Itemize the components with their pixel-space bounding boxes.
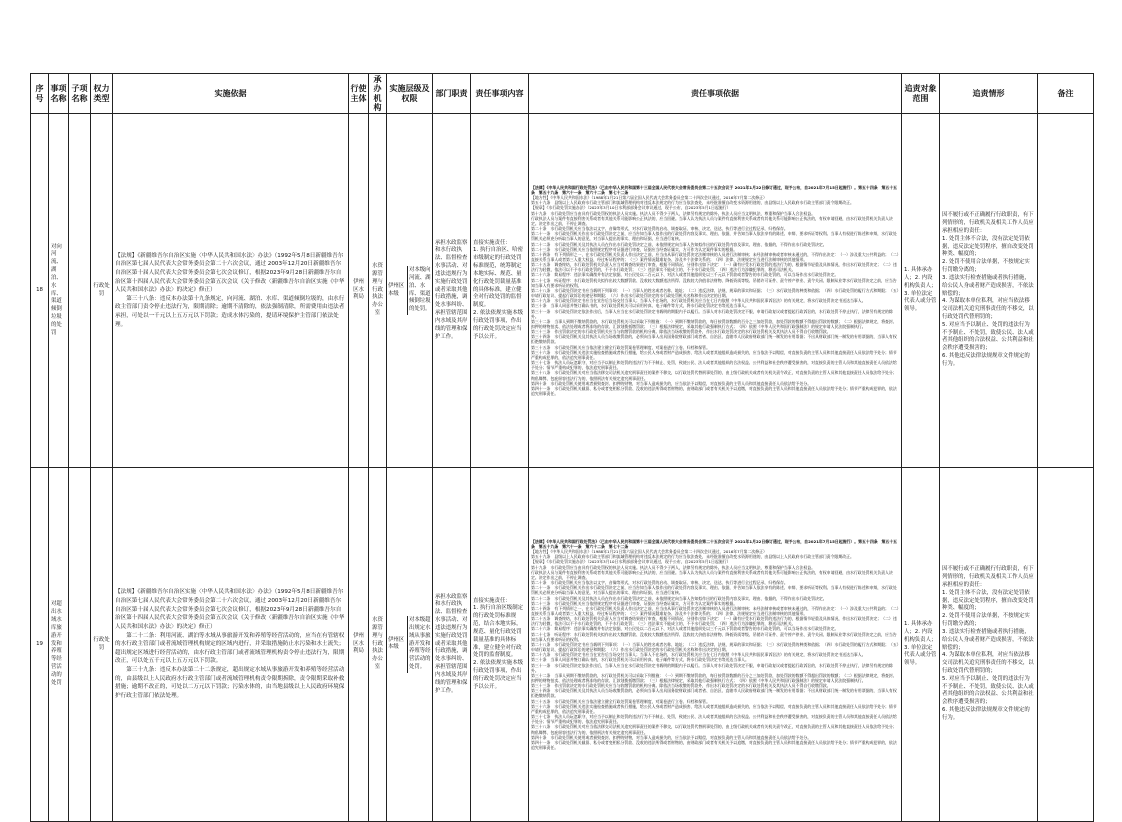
basis-detail-line: 第二十六条 简易程序：违法事实确凿并有法定依据，对公民处以二百元以下、对法人或者其他组织处以三千元以下罚款或者警告的水行政处罚的，可以当场作出水行政处罚决定。: [531, 272, 839, 278]
cell-sub: [69, 114, 91, 468]
basis-detail-line: 第二十七条 听证程序：水行政处罚机关拟作出较大数额罚款、没收较大数额违法所得、没收较大价值非法财物、降低资质等级、吊销许可证件、责令停产停业、责令关闭、限制从业等水行政处罚决定之前，应当告知当事人有要求听证的权利。: [531, 631, 897, 642]
case-line: 因不履行或不正确履行行政职责，有下列情形的，行政机关及相关工作人员应承担相应的责任：: [942, 566, 1034, 588]
header-basis: 实施依据: [113, 74, 349, 114]
basis-detail-line: 行政执法人员与案件有直接利害关系或者有其他关系可能影响公正执法的，应当回避。当事人认为执法人员与案件有直接利害关系或者有其他关系可能影响公正执法的，有权申请回避，由水行政处罚机关负责人决定。决定作出之前，不停止调查。: [531, 215, 893, 226]
basis-detail-line: 第三十七条 执法人员玩忽职守，对应当予以制止和处罚的违法行为不予制止、处罚，致使公民、法人或者其他组织的合法权益、公共利益和社会秩序遭受损害的，对直接负责的主管人员和其他直接责任人员依法给予处分；情节严重构成犯罪的，依法追究刑事责任。: [531, 714, 897, 725]
basis-detail-line: 第三十条 当事人同意并签订确认书的，水行政处罚机关可以采用传真、电子邮件等方式，将水行政处罚决定书等送达当事人。: [531, 657, 749, 663]
basis-detail-line: 第二十二条 水行政处罚机关及其执法人员在作出水行政处罚决定之前，未依照规定向当事人告知拟作出的行政处罚内容及事实、理由、依据的，不得作出水行政处罚决定。: [531, 595, 827, 601]
cell-duty: 承担水政监察和水行政执法、监督检查水事活动、对违法违规行为实施行政处罚或者采取其他行政措施，调处水事纠纷、承担管辖范围内水域及其岸线的管理和保护工作。: [433, 114, 471, 468]
cell-content: [471, 468, 529, 822]
basis-detail-line: 第二十条 水行政处罚机关应当依法以文字、音像等形式，对水行政处罚的启动、调查取证、审核、决定、送达、执行等进行全过程记录，归档保存。: [531, 226, 788, 232]
cell-subject: 伊州区水利局: [349, 468, 369, 822]
header-remark: 备注: [1038, 74, 1094, 114]
basis-detail-line: 第二十一条 水行政处罚机关作出水行政处罚决定之前，应当告知当事人拟作出的行政处罚内容及事实、理由、依据，并告知当事人依法享有的陈述、申辩、要求听证等权利。当事人有权进行陈述和申辩，水行政处罚机关必须充分听取当事人的意见，对当事人提出的事实、理由和证据，应当进行复核。: [531, 585, 897, 596]
basis-detail-line: 第三十一条 水行政处罚决定依法作出后，当事人应当在水行政处罚决定书载明的期限内予以履行。当事人对水行政处罚决定不服，申请行政复议或者提起行政诉讼的，水行政处罚不停止执行，法律另有规定的除外。: [531, 308, 893, 319]
basis-detail-line: 第二十二条 水行政处罚机关及其执法人员在作出水行政处罚决定之前，未依照规定向当事人告知拟作出的行政处罚内容及事实、理由、依据的，不得作出水行政处罚决定。: [531, 241, 827, 247]
basis-detail-line: 第三十三条 作出罚款决定的水行政处罚机关应当与收缴罚款的机构分离。除依法当场收缴的罚款外，作出水行政处罚决定的水行政处罚机关及其执法人员不得自行收缴罚款。: [531, 683, 831, 689]
basis-detail-line: 第二十八条 水行政处罚决定书应当载明下列事项：（一）当事人的姓名或者名称、地址；（二）违反法律、法规、规章的事实和证据；（三）水行政处罚的种类和依据；（四）水行政处罚的履行方式和期限；（五）申请行政复议、提起行政诉讼的途径和期限；（六）作出水行政处罚决定的水行政处罚机关名称和作出决定的日期。: [531, 287, 899, 299]
basis-detail-line: 第四十一条 水行政处罚机关截留、私分或者变相私分罚款、没收的违法所得或者财物的，由财政部门或者有关机关予以追缴，对直接负责的主管人员和其他直接责任人员依法给予处分；情节严重构成犯罪的，依法追究刑事责任。: [531, 385, 897, 397]
basis-detail-line: 第三十七条 执法人员玩忽职守，对应当予以制止和处罚的违法行为不予制止、处罚，致使公民、法人或者其他组织的合法权益、公共利益和社会秩序遭受损害的，对直接负责的主管人员和其他直接责任人员依法给予处分；情节严重构成犯罪的，依法追究刑事责任。: [531, 360, 897, 371]
basis-detail-line: 第二十五条 调查终结，水行政处罚机关负责人应当对调查结果进行审查，根据不同情况，分别作出如下决定：（一）确有应受水行政处罚的违法行为的，根据情节轻重及具体情况，作出水行政处罚决定；（二）违法行为轻微，依法可以不予水行政处罚的，不予水行政处罚；（三）违法事实不能成立的，不予水行政处罚；（四）违法行为涉嫌犯罪的，移送司法机关。: [531, 262, 897, 273]
basis-detail-line: 第三十二条 当事人到期不缴纳罚款的，水行政处罚机关可以采取下列措施：（一）到期不缴纳罚款的，每日按罚款数额的百分之三加处罚款，加处罚款的数额不得超出罚款的数额；（二）根据法律规定，将查封、扣押的财物拍卖、依法处理或者将冻结的存款、汇款划拨抵缴罚款；（三）根据法律规定，采取其他行政强制执行方式；（四）依照《中华人民共和国行政强制法》的规定申请人民法院强制执行。: [531, 672, 897, 684]
cell-level: [387, 114, 433, 468]
cell-no: 18: [31, 114, 49, 468]
cell-no: 19: [31, 468, 49, 822]
cell-name: 对超出水域水库旅游开发和养殖等经营活动的处罚: [49, 468, 69, 822]
cell-sub: [69, 468, 91, 822]
basis-detail-line: 第三十条 当事人同意并签订确认书的，水行政处罚机关可以采用传真、电子邮件等方式，将水行政处罚决定书等送达当事人。: [531, 303, 749, 309]
basis-detail-line: 【法律】《中华人民共和国行政处罚法》（已由中华人民共和国第十三届全国人民代表大会常务委员会第二十五次会议于 2021年1月22日修订通过，现予公布，自2021年7月15日起施行）。第五十四条 第五十五条 第五十九条 第六十一条 第六十二条 第七十二条: [531, 184, 898, 195]
cell-basis: [113, 468, 349, 822]
header-sub: 子项名称: [69, 74, 91, 114]
cell-type: 行政处罚: [91, 468, 113, 822]
header-row: [31, 74, 1094, 114]
case-line: 2. 处罚不使用合法单据，不按规定实行罚缴分离的；: [942, 259, 1030, 274]
basis-detail-line: 第二十四条 有下列情形之一，在水行政处罚机关负责人作出决定之前，应当由从事行政处罚决定法制审核的人员进行法制审核；未经法制审核或者审核未通过的，不得作出决定：（一）涉及重大公共利益的；（二）直接关系当事人或者第三人重大权益，经过听证程序的；（三）案件情况疑难复杂、涉及多个法律关系的；（四）法律、法规规定应当进行法制审核的其他情形。: [531, 605, 899, 616]
level-name: 伊州区本级: [387, 616, 408, 673]
content-line: 直接实施责任：: [473, 597, 511, 604]
header-cases: 追责情形: [940, 74, 1038, 114]
cell-remark: [1038, 468, 1094, 822]
cell-targets: 1. 具体承办人；2. 内设机构负责人；3. 单位法定代表人或分管领导。: [902, 114, 940, 468]
case-line: 3. 违法实行检查措施或者执行措施，给公民人身或者财产造成损害，不依法赔偿的；: [942, 274, 1034, 297]
basis-detail-line: 第三十三条 作出罚款决定的水行政处罚机关应当与收缴罚款的机构分离。除依法当场收缴的罚款外，作出水行政处罚决定的水行政处罚机关及其执法人员不得自行收缴罚款。: [531, 329, 831, 335]
content-line: 1. 执行自治区、哈密市级制定的行政处罚标准规范，统筹制定本地实际、规范、量化行政处罚裁量基准的具体标准，建立健全对行政处罚的监督制度。: [473, 247, 523, 309]
basis-detail-line: 第三十四条 水行政处罚机关及其执法人员当场收缴罚款的，必须向当事人出具国务院财政部门或者省、自治区、直辖市人民政府财政部门统一制发的专用票据；不出具财政部门统一制发的专用票据的，当事人有权拒绝缴纳罚款。: [531, 334, 897, 345]
header-org: 承办机构: [369, 74, 387, 114]
cell-cases: [940, 468, 1038, 822]
cell-level: [387, 468, 433, 822]
cell-remark: [1038, 114, 1094, 468]
header-content-basis: 责任事项依据: [529, 74, 902, 114]
basis-detail-line: 第二十九条 水行政处罚决定书应当在宣告后当场交付当事人；当事人不在场的，水行政处罚机关应当在七日内依照《中华人民共和国民事诉讼法》的有关规定，将水行政处罚决定书送达当事人。: [531, 652, 866, 658]
header-content: 责任事项内容: [471, 74, 529, 114]
level-name: 伊州区本级: [387, 266, 408, 315]
case-line: 5. 对应当予以制止、处罚的违法行为不予制止、不处罚，致使公民、法人或者其他组织的合法权益、公共利益和社会秩序遭受损害的；: [942, 675, 1034, 706]
cell-content: [471, 114, 529, 468]
cell-content-basis: [529, 468, 902, 822]
basis-detail-line: 第二十三条 水行政处罚机关应当依照规定程序对证据进行审查，证据应当经查证属实，方可作为认定案件事实的根据。: [531, 600, 738, 606]
content-line: 1. 执行自治区级制定的行政处罚标准规范，结合本地实际，规范、量化行政处罚裁量基准的具体标准，建立健全对行政处罚的监督制度。: [473, 605, 523, 659]
basis-detail-line: 【地方性】《中华人民共和国水法》（1988年1月21日第六届全国人民代表大会常务委员会第二十四次会议通过，2016年7月第二次修正）: [531, 195, 767, 201]
basis-detail-line: 第二十一条 水行政处罚机关作出水行政处罚决定之前，应当告知当事人拟作出的行政处罚内容及事实、理由、依据，并告知当事人依法享有的陈述、申辩、要求听证等权利。当事人有权进行陈述和申辩，水行政处罚机关必须充分听取当事人的意见，对当事人提出的事实、理由和证据，应当进行复核。: [531, 231, 897, 242]
header-name: 事项名称: [49, 74, 69, 114]
case-line: 1. 处罚主体不合法，没有法定处罚依据，违反法定处罚程序，擅自改变处罚种类、幅度的；: [942, 235, 1034, 258]
cell-content-basis: [529, 114, 902, 468]
header-targets: 追责对象范围: [902, 74, 940, 114]
header-duty: 部门职责: [433, 74, 471, 114]
basis-detail-line: 第三十一条 水行政处罚决定依法作出后，当事人应当在水行政处罚决定书载明的期限内予以履行。当事人对水行政处罚决定不服，申请行政复议或者提起行政诉讼的，水行政处罚不停止执行，法律另有规定的除外。: [531, 662, 893, 673]
cell-targets: 1. 具体承办人；2. 内设机构负责人；3. 单位法定代表人或分管领导。: [902, 468, 940, 822]
basis-detail-line: 第二十条 水行政处罚机关应当依法以文字、音像等形式，对水行政处罚的启动、调查取证、审核、决定、送达、执行等进行全过程记录，归档保存。: [531, 580, 788, 586]
basis-detail-line: 第四十条 水行政处罚机关使用或者损毁查封、扣押的财物，对当事人造成损失的，应当依法予以赔偿，对直接负责的主管人员和其他直接责任人员依法给予处分。: [531, 380, 812, 386]
case-line: 6. 其他违反法律法规规章文件规定的行为。: [942, 707, 1030, 721]
cell-org: 水资源管理与行政执法办公室: [369, 114, 387, 468]
basis-para: 第三十八条：违反本办法第十九条规定，向河流、湖泊、水库、渠道倾倒垃圾的，由水行政主管部门责令停止违法行为，限期清除；逾期不清除的，依法强制清除，所需费用由违法者承担，可处以一千元以上五万元以下罚款；造成水体污染的，提请环境保护主管部门依法处理。: [115, 295, 345, 328]
basis-detail-line: 第十九条 水行政处罚应当由具有行政处罚权的执法人员实施。执法人员不得少于两人，法律另有规定的除外。执法人员应当文明执法，尊重和保护当事人合法权益。: [531, 564, 816, 570]
header-no: 序号: [31, 74, 49, 114]
case-line: 2. 处罚不使用合法单据，不按规定实行罚缴分离的；: [942, 613, 1030, 628]
basis-detail-line: 第二十五条 调查终结，水行政处罚机关负责人应当对调查结果进行审查，根据不同情况，分别作出如下决定：（一）确有应受水行政处罚的违法行为的，根据情节轻重及具体情况，作出水行政处罚决定；（二）违法行为轻微，依法可以不予水行政处罚的，不予水行政处罚；（三）违法事实不能成立的，不予水行政处罚；（四）违法行为涉嫌犯罪的，移送司法机关。: [531, 616, 897, 627]
header-type: 权力类型: [91, 74, 113, 114]
basis-detail-line: 第二十八条 水行政处罚决定书应当载明下列事项：（一）当事人的姓名或者名称、地址；（二）违反法律、法规、规章的事实和证据；（三）水行政处罚的种类和依据；（四）水行政处罚的履行方式和期限；（五）申请行政复议、提起行政诉讼的途径和期限；（六）作出水行政处罚决定的水行政处罚机关名称和作出决定的日期。: [531, 641, 899, 653]
case-line: 1. 处罚主体不合法，没有法定处罚依据，违反法定处罚程序，擅自改变处罚种类、幅度的；: [942, 589, 1034, 612]
case-line: 因不履行或不正确履行行政职责，有下列情形的，行政机关及相关工作人员应承担相应的责任：: [942, 212, 1034, 234]
basis-detail-line: 第二十六条 简易程序：违法事实确凿并有法定依据，对公民处以二百元以下、对法人或者其他组织处以三千元以下罚款或者警告的水行政处罚的，可以当场作出水行政处罚决定。: [531, 626, 839, 632]
basis-detail-line: 第三十八条 水行政处罚机关对应当依法移交司法机关追究刑事责任的案件不移交，以行政处罚代替刑事处罚的，由上级行政机关或者有关机关责令改正，对直接负责的主管人员和其他直接责任人员依法给予处分；徇私舞弊、包庇纵容违法行为的，依照刑法有关规定追究刑事责任。: [531, 724, 897, 735]
header-subject: 行使主体: [349, 74, 369, 114]
responsibility-table: [30, 73, 1094, 822]
basis-detail-line: 第五十九条 县级以上人民政府水行政主管部门和流域管理机构对违反本法规定的行为应当依法查处，未经批准擅自改变水资源用途的，由县级以上人民政府水行政主管部门责令限期改正。: [531, 200, 854, 206]
basis-para: 【法规】《新疆维吾尔自治区实施〈中华人民共和国水法〉办法》（1992年5月8日新疆维吾尔自治区第七届人民代表大会常务委员会第二十六次会议，通过 2003年12月20日新疆维吾尔自治区第十届人民代表大会常务委员会第七次会议修订，根据2023年9月28日新疆维吾尔自治区第十四届人民代表大会常务委员会第五次会议《关于修改〈新疆维吾尔自治区实施《中华人民共和国水法》办法〉的决定》修正）: [115, 589, 345, 630]
basis-detail-line: 第二十九条 水行政处罚决定书应当在宣告后当场交付当事人；当事人不在场的，水行政处罚机关应当在七日内依照《中华人民共和国民事诉讼法》的有关规定，将水行政处罚决定书送达当事人。: [531, 298, 866, 304]
cell-basis: [113, 114, 349, 468]
case-line: 4. 为谋取本单位私利，对应当依法移交司法机关追究刑事责任的不移交，以行政处罚代替刑罚的；: [942, 298, 1034, 320]
basis-detail-line: 第三十四条 水行政处罚机关及其执法人员当场收缴罚款的，必须向当事人出具国务院财政部门或者省、自治区、直辖市人民政府财政部门统一制发的专用票据；不出具财政部门统一制发的专用票据的，当事人有权拒绝缴纳罚款。: [531, 688, 897, 699]
basis-detail-line: 第二十三条 水行政处罚机关应当依照规定程序对证据进行审查，证据应当经查证属实，方可作为认定案件事实的根据。: [531, 246, 738, 252]
basis-detail-line: 第三十二条 当事人到期不缴纳罚款的，水行政处罚机关可以采取下列措施：（一）到期不缴纳罚款的，每日按罚款数额的百分之三加处罚款，加处罚款的数额不得超出罚款的数额；（二）根据法律规定，将查封、扣押的财物拍卖、依法处理或者将冻结的存款、汇款划拨抵缴罚款；（三）根据法律规定，采取其他行政强制执行方式；（四）依照《中华人民共和国行政强制法》的规定申请人民法院强制执行。: [531, 318, 897, 330]
basis-detail-line: 第四十条 水行政处罚机关使用或者损毁查封、扣押的财物，对当事人造成损失的，应当依法予以赔偿，对直接负责的主管人员和其他直接责任人员依法给予处分。: [531, 734, 812, 740]
content-line: 直接实施责任：: [473, 239, 511, 246]
content-line: 2. 依法依规实施本级行政处罚事项，作出的行政处罚决定应当予以公开。: [473, 310, 523, 340]
level-scope: 对本级超出规定水域从事旅游开发和养殖等经营活动的处罚。: [409, 617, 431, 671]
content-line: 2. 依法依规实施本级行政处罚事项，作出的行政处罚决定应当予以公开。: [473, 660, 523, 690]
basis-detail-line: 第二十七条 听证程序：水行政处罚机关拟作出较大数额罚款、没收较大数额违法所得、没收较大价值非法财物、降低资质等级、吊销许可证件、责令停产停业、责令关闭、限制从业等水行政处罚决定之前，应当告知当事人有要求听证的权利。: [531, 277, 897, 288]
basis-para: 第三十九条：违反本办法第二十二条规定，超出规定水域从事旅游开发和养殖等经营活动的，由县级以上人民政府水行政主管部门或者流域管理机构责令限期拆除，责令限期采取补救措施；逾期不改正的，可处以二万元以下罚款；污染水体的，由当地县级以上人民政府环境保护行政主管部门依法处理。: [115, 667, 345, 700]
basis-para: 【法规】《新疆维吾尔自治区实施〈中华人民共和国水法〉办法》（1992年5月8日新疆维吾尔自治区第七届人民代表大会常务委员会第二十六次会议，通过 2003年12月20日新疆维吾尔自治区第十届人民代表大会常务委员会第七次会议修订，根据2023年9月28日新疆维吾尔自治区第十四届人民代表大会常务委员会第五次会议《关于修改〈新疆维吾尔自治区实施《中华人民共和国水法》办法〉的决定》修正）: [115, 252, 345, 294]
table-row: [31, 468, 1094, 822]
basis-detail-line: 行政执法人员与案件有直接利害关系或者有其他关系可能影响公正执法的，应当回避。当事人认为执法人员与案件有直接利害关系或者有其他关系可能影响公正执法的，有权申请回避，由水行政处罚机关负责人决定。决定作出之前，不停止调查。: [531, 569, 893, 580]
basis-detail-line: 第二十四条 有下列情形之一，在水行政处罚机关负责人作出决定之前，应当由从事行政处罚决定法制审核的人员进行法制审核；未经法制审核或者审核未通过的，不得作出决定：（一）涉及重大公共利益的；（二）直接关系当事人或者第三人重大权益，经过听证程序的；（三）案件情况疑难复杂、涉及多个法律关系的；（四）法律、法规规定应当进行法制审核的其他情形。: [531, 251, 899, 262]
basis-detail-line: 【规章】《水行政处罚实施办法》（2023年3月10日水利部部务会议审议通过，现予公布，自2023年5月1日起施行）: [531, 205, 731, 211]
header-level: 实施层级及权限: [387, 74, 433, 114]
case-line: 6. 其他违反法律法规规章文件规定的行为。: [942, 353, 1030, 367]
basis-detail-line: 第四十一条 水行政处罚机关截留、私分或者变相私分罚款、没收的违法所得或者财物的，由财政部门或者有关机关予以追缴，对直接负责的主管人员和其他直接责任人员依法给予处分；情节严重构成犯罪的，依法追究刑事责任。: [531, 739, 897, 751]
table-row: [31, 114, 1094, 468]
cell-type: 行政处罚: [91, 114, 113, 468]
basis-detail-line: 第三十八条 水行政处罚机关对应当依法移交司法机关追究刑事责任的案件不移交，以行政处罚代替刑事处罚的，由上级行政机关或者有关机关责令改正，对直接负责的主管人员和其他直接责任人员依法给予处分；徇私舞弊、包庇纵容违法行为的，依照刑法有关规定追究刑事责任。: [531, 370, 897, 381]
cell-subject: 伊州区水利局: [349, 114, 369, 468]
level-scope: 对本级向河流、湖泊、水库、渠道倾倒垃圾的处罚。: [409, 267, 431, 313]
basis-detail-line: 【规章】《水行政处罚实施办法》（2023年3月10日水利部部务会议审议通过，现予公布，自2023年5月1日起施行）: [531, 559, 731, 565]
cell-org: 水资源管理与行政执法办公室: [369, 468, 387, 822]
cell-name: 对向河流、湖泊、水库、渠道倾倒垃圾的处罚: [49, 114, 69, 468]
basis-detail-line: 【法律】《中华人民共和国行政处罚法》（已由中华人民共和国第十三届全国人民代表大会常务委员会第二十五次会议于 2021年1月22日修订通过，现予公布，自2021年7月15日起施行）。第五十四条 第五十五条 第五十九条 第六十一条 第六十二条 第七十二条: [531, 538, 898, 549]
case-line: 5. 对应当予以制止、处罚的违法行为不予制止、不处罚，致使公民、法人或者其他组织的合法权益、公共利益和社会秩序遭受损害的；: [942, 321, 1034, 352]
basis-detail-line: 第三十五条 水行政处罚机关应当依法建立健全行政处罚案卷管理制度，对案卷进行立卷、归档和保管。: [531, 698, 710, 704]
cell-cases: [940, 114, 1038, 468]
basis-detail-line: 【地方性】《中华人民共和国水法》（1988年1月21日第六届全国人民代表大会常务委员会第二十四次会议通过，2016年7月第二次修正）: [531, 549, 767, 555]
basis-detail-line: 第三十六条 水行政处罚机关违法实施检查措施或者执行措施，给公民人身或者财产造成损害、给法人或者其他组织造成损失的，应当依法予以赔偿，对直接负责的主管人员和其他直接责任人员依法给予处分；情节严重构成犯罪的，依法追究刑事责任。: [531, 703, 897, 714]
case-line: 4. 为谋取本单位私利，对应当依法移交司法机关追究刑事责任的不移交，以行政处罚代替刑罚的；: [942, 652, 1034, 674]
basis-detail-line: 第三十六条 水行政处罚机关违法实施检查措施或者执行措施，给公民人身或者财产造成损害、给法人或者其他组织造成损失的，应当依法予以赔偿，对直接负责的主管人员和其他直接责任人员依法给予处分；情节严重构成犯罪的，依法追究刑事责任。: [531, 349, 897, 360]
basis-detail-line: 第三十五条 水行政处罚机关应当依法建立健全行政处罚案卷管理制度，对案卷进行立卷、归档和保管。: [531, 344, 710, 350]
basis-para: 第二十二条：利用河流、湖泊等水域从事旅游开发和养殖等经营活动的，应当在有管辖权的水行政主管部门或者流域管理机构规定的区域内进行，并采取措施防止水污染和水土流失；超出规定区域进行经营活动的，由水行政主管部门或者流域管理机构责令停止违法行为，限期改正，可以处五千元以上五万元以下罚款。: [115, 632, 345, 665]
basis-detail-line: 第五十九条 县级以上人民政府水行政主管部门和流域管理机构对违反本法规定的行为应当依法查处，未经批准擅自改变水资源用途的，由县级以上人民政府水行政主管部门责令限期改正。: [531, 554, 854, 560]
basis-detail-line: 第十九条 水行政处罚应当由具有行政处罚权的执法人员实施。执法人员不得少于两人，法律另有规定的除外。执法人员应当文明执法，尊重和保护当事人合法权益。: [531, 210, 816, 216]
cell-duty: 承担水政监察和水行政执法、监督检查水事活动、对违法违规行为实施行政处罚或者采取其他行政措施，调处水事纠纷、承担管辖范围内水域及其岸线的管理和保护工作。: [433, 468, 471, 822]
case-line: 3. 违法实行检查措施或者执行措施，给公民人身或者财产造成损害，不依法赔偿的；: [942, 628, 1034, 651]
